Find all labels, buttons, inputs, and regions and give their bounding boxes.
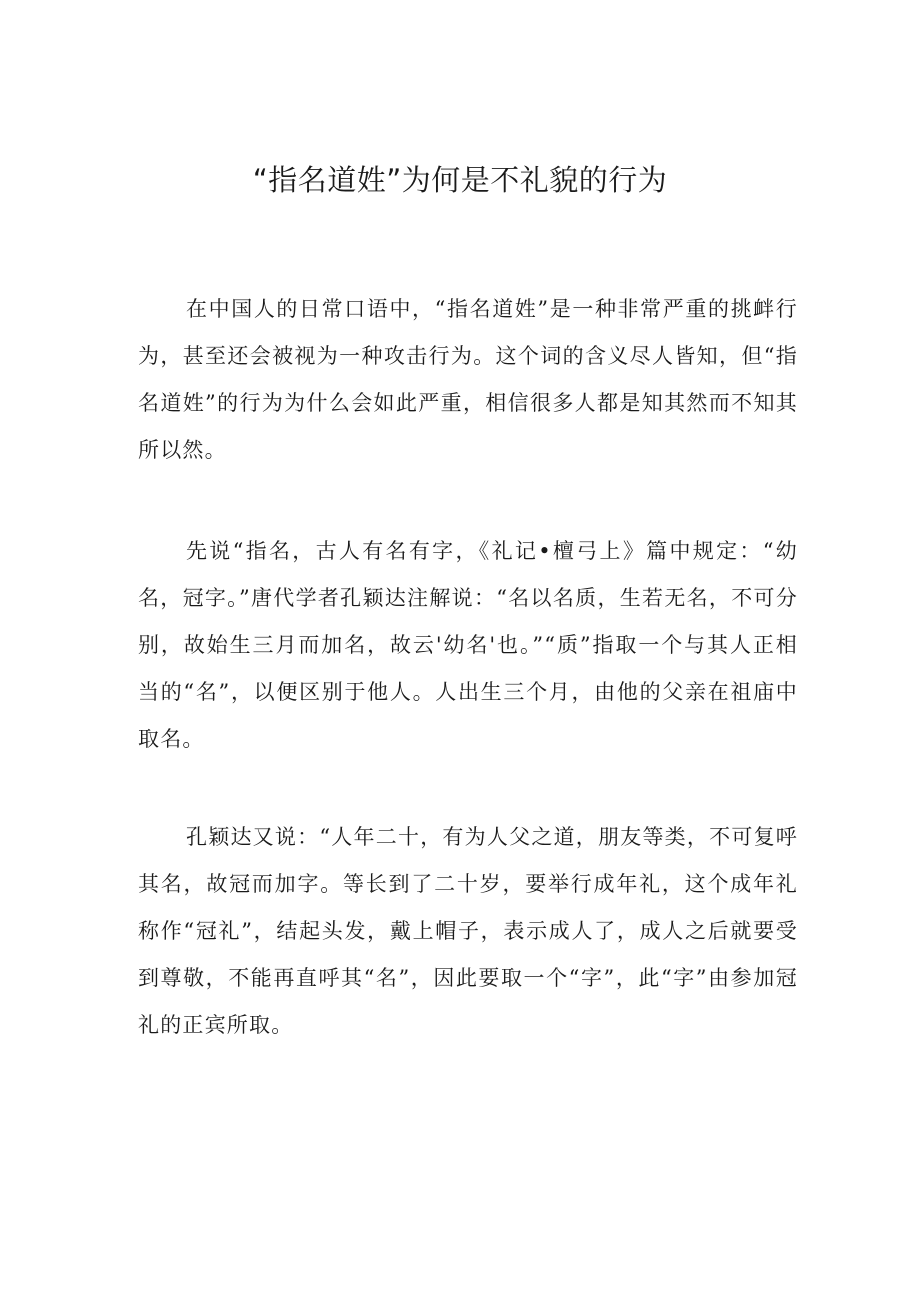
paragraph-2: 先说“指名，古人有名有字，《礼记•檀弓上》篇中规定：“幼名，冠字。”唐代学者孔颖达注解说：“名以名质，生若无名，不可分别，故始生三月而加名，故云'幼名'也。”“质”指取一个与其人正相当的“名”，以便区别于他人。人出生三个月，由他的父亲在祖庙中取名。	[138, 539, 798, 751]
document-title: “指名道姓”为何是不礼貌的行为	[252, 163, 668, 197]
paragraph-3: 孔颖达又说：“人年二十，有为人父之道，朋友等类，不可复呼其名，故冠而加字。等长到了二十岁，要举行成年礼，这个成年礼称作“冠礼”，结起头发，戴上帽子，表示成人了，成人之后就要受到尊敬，不能再直呼其“名”，因此要取一个“字”，此“字”由参加冠礼的正宾所取。	[138, 825, 798, 1037]
paragraph-1: 在中国人的日常口语中，“指名道姓”是一种非常严重的挑衅行为，甚至还会被视为一种攻击行为。这个词的含义尽人皆知，但“指名道姓”的行为为什么会如此严重，相信很多人都是知其然而不知其所以然。	[138, 297, 798, 462]
